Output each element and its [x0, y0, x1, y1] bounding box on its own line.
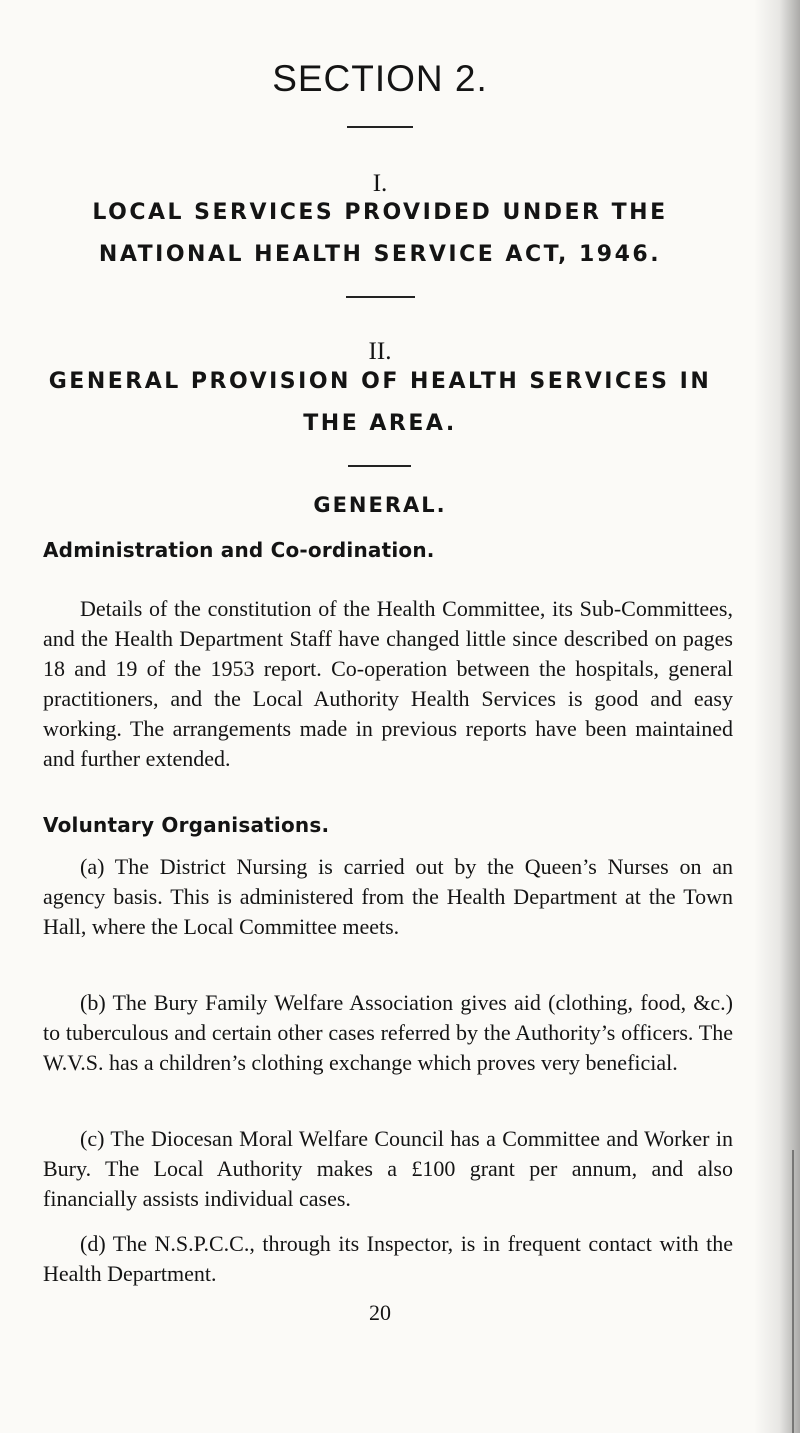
voluntary-item-c: (c) The Diocesan Moral Welfare Council has a Committee and Worker in Bury. The Local Authority makes a £100 grant per annum, and also financially assists individual cases. — [43, 1126, 733, 1211]
part-one-heading — [0, 192, 760, 276]
part-one-heading-line1: LOCAL SERVICES PROVIDED UNDER THE — [92, 200, 668, 225]
administration-paragraph: Details of the constitution of the Health Committee, its Sub-Committees, and the Health Department Staff have changed little since described on pages 18 and 19 of the 1953 report. Co-operation between the hospitals, general practitioners, and the Local Authority Health Services is good and easy working. The arrangements made in previous reports have been maintained and further extended. — [43, 596, 733, 771]
divider — [347, 126, 413, 128]
part-one-numeral: I. — [372, 170, 388, 197]
part-two-numeral: II. — [368, 338, 392, 365]
part-two-heading — [0, 361, 760, 445]
section-title: SECTION 2. — [272, 58, 488, 99]
voluntary-item-d: (d) The N.S.P.C.C., through its Inspector, is in frequent contact with the Health Department. — [43, 1231, 733, 1286]
divider — [348, 465, 411, 467]
scan-edge-line — [792, 1150, 794, 1433]
voluntary-item-a: (a) The District Nursing is carried out by the Queen’s Nurses on an agency basis. This is administered from the Health Department at the Town Hall, where the Local Committee meets. — [43, 854, 733, 939]
divider — [346, 296, 415, 298]
part-one-heading-line2: NATIONAL HEALTH SERVICE ACT, 1946. — [98, 242, 662, 267]
page-number: 20 — [369, 1300, 391, 1325]
voluntary-heading: Voluntary Organisations. — [43, 813, 330, 837]
voluntary-item-b: (b) The Bury Family Welfare Association gives aid (clothing, food, &c.) to tuberculous and certain other cases referred by the Authority’s officers. The W.V.S. has a children’s clothing exchange which proves very beneficial. — [43, 990, 733, 1075]
general-heading: GENERAL. — [313, 493, 447, 517]
administration-heading: Administration and Co-ordination. — [43, 538, 435, 562]
part-two-heading-line1: GENERAL PROVISION OF HEALTH SERVICES IN — [48, 369, 712, 394]
part-two-heading-line2: THE AREA. — [303, 411, 457, 436]
